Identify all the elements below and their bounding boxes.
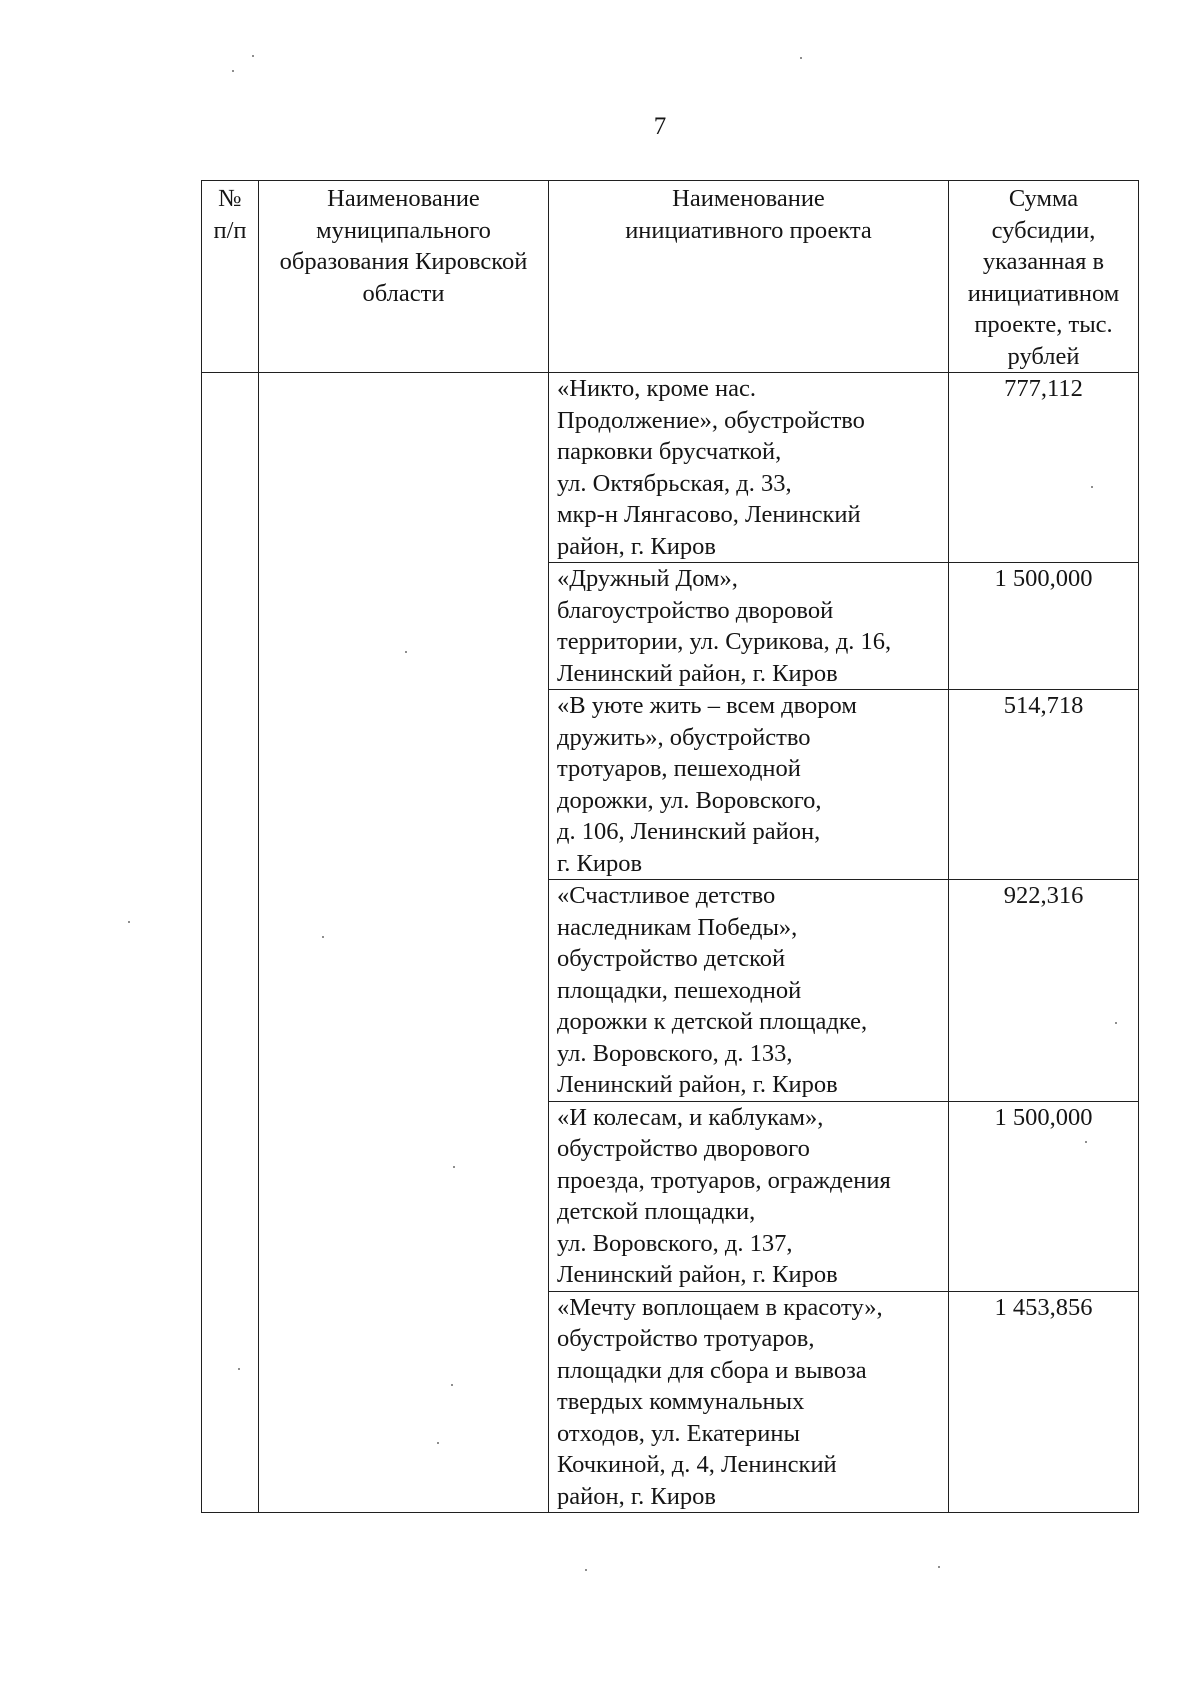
scan-speck (405, 651, 407, 653)
scan-speck (128, 921, 130, 923)
scan-speck (453, 1166, 455, 1168)
header-municipality: Наименование муниципального образования Кировской области (259, 181, 549, 373)
scan-speck (437, 1442, 439, 1444)
scan-speck (938, 1566, 940, 1568)
project-cell: «Дружный Дом», благоустройство дворовой территории, ул. Сурикова, д. 16, Ленинский район, г. Киров (549, 563, 949, 690)
project-cell: «И колесам, и каблукам», обустройство дворового проезда, тротуаров, ограждения детской площадки, ул. Воровского, д. 137, Ленинский район, г. Киров (549, 1101, 949, 1291)
sum-cell: 1 453,856 (949, 1291, 1139, 1513)
sum-cell: 1 500,000 (949, 1101, 1139, 1291)
header-num: № п/п (202, 181, 259, 373)
page-number: 7 (653, 113, 667, 140)
municipality-cell (259, 373, 549, 1513)
scan-speck (252, 55, 254, 57)
scan-speck (322, 936, 324, 938)
project-cell: «В уюте жить – всем двором дружить», обустройство тротуаров, пешеходной дорожки, ул. Воровского, д. 106, Ленинский район, г. Киров (549, 690, 949, 880)
sum-cell: 1 500,000 (949, 563, 1139, 690)
table-header-row (202, 181, 1139, 373)
scan-speck (585, 1569, 587, 1571)
project-cell: «Мечту воплощаем в красоту», обустройство тротуаров, площадки для сбора и вывоза твердых коммунальных отходов, ул. Екатерины Кочкиной, д. 4, Ленинский район, г. Киров (549, 1291, 949, 1513)
scan-speck (800, 57, 802, 59)
scan-speck (232, 70, 234, 72)
header-sum: Сумма субсидии, указанная в инициативном проекте, тыс. рублей (949, 181, 1139, 373)
sum-cell: 514,718 (949, 690, 1139, 880)
scan-speck (1085, 1141, 1087, 1143)
project-cell: «Счастливое детство наследникам Победы», обустройство детской площадки, пешеходной дорожки к детской площадке, ул. Воровского, д. 133, Ленинский район, г. Киров (549, 880, 949, 1102)
scan-speck (1091, 486, 1093, 488)
table-row (202, 373, 1139, 563)
subsidy-table (201, 180, 1139, 1513)
scan-speck (1115, 1022, 1117, 1024)
scan-speck (451, 1384, 453, 1386)
sum-cell: 777,112 (949, 373, 1139, 563)
sum-cell: 922,316 (949, 880, 1139, 1102)
scan-speck (238, 1368, 240, 1370)
row-number-cell (202, 373, 259, 1513)
project-cell: «Никто, кроме нас. Продолжение», обустройство парковки брусчаткой, ул. Октябрьская, д. 33, мкр-н Лянгасово, Ленинский район, г. Киров (549, 373, 949, 563)
header-project: Наименование инициативного проекта (549, 181, 949, 373)
